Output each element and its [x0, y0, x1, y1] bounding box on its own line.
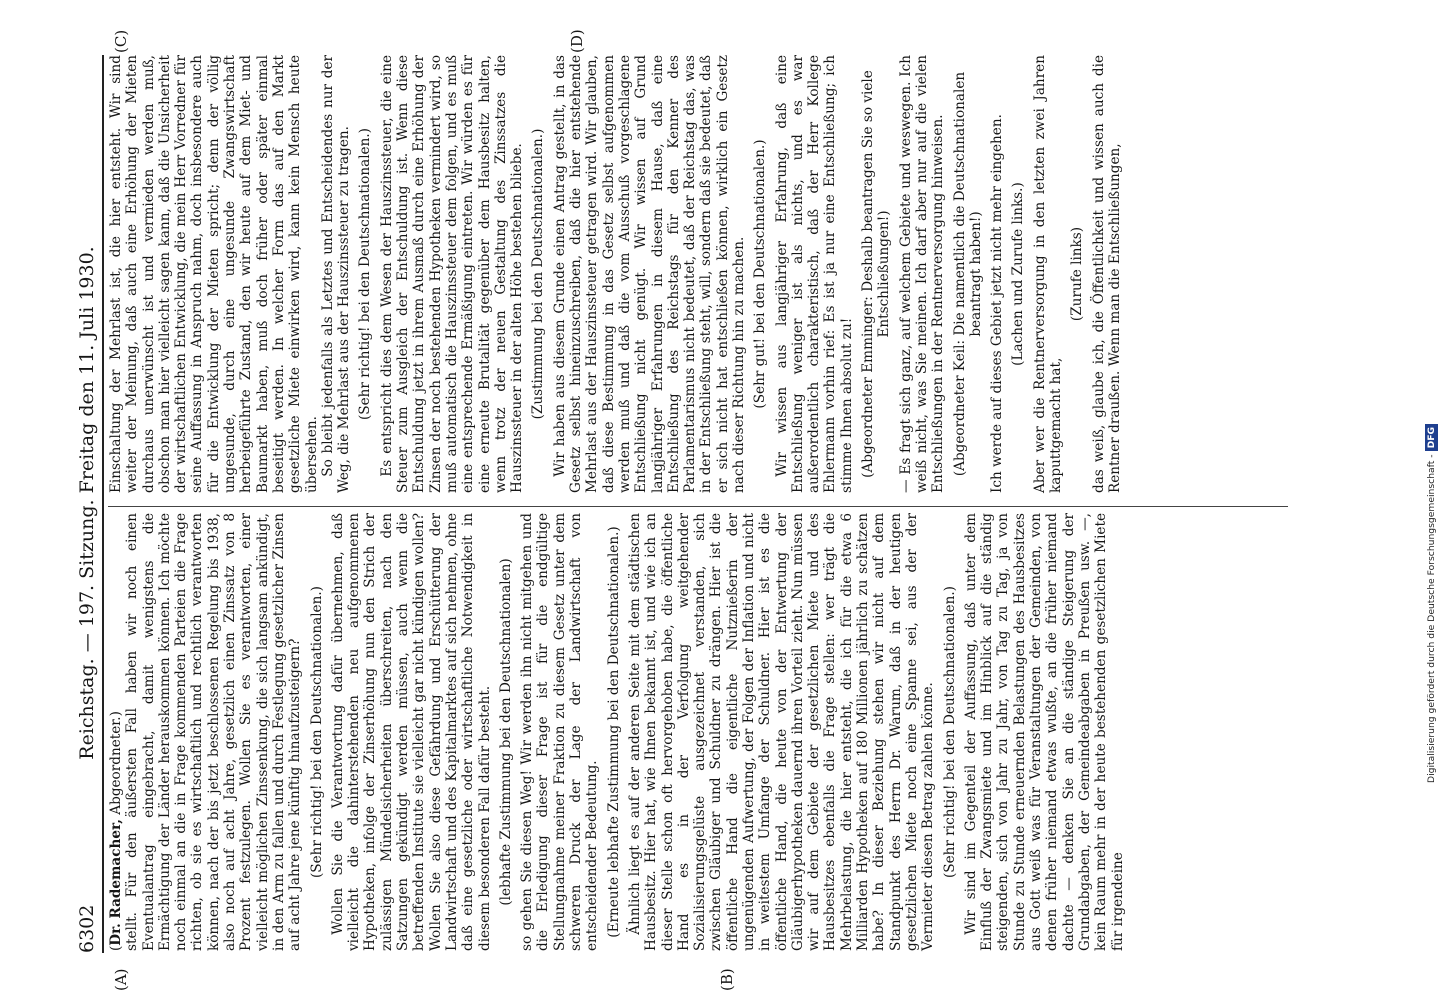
interjection: (Erneute lebhafte Zustimmung bei den Deutschnationalen.) [605, 526, 622, 938]
interjection: (Zustimmung bei den Deutschnationalen.) [530, 128, 547, 420]
margin-letter-d: (D) [568, 29, 586, 53]
interjection: (Sehr richtig! bei den Deutschnationalen.) [308, 586, 325, 878]
paragraph: Aber wer die Rentnerversorgung in den letzten zwei Jahren kaputtgemacht hat, [1031, 55, 1065, 493]
interjection: (Sehr gut! bei den Deutschnationalen.) [752, 139, 769, 409]
paragraph: Es entspricht dies dem Wesen der Hauszinssteuer, die eine Steuer zum Ausgleich der Entschuldung ist. Wenn diese Entschuldung jetzt in ihrem Ausmaß durch eine Erhöhung der Zinsen der noch bestehenden Hypotheken vermindert wird, so muß automatisch die Hauszinssteuer dem folgen, und es muß eine entsprechende Ermäßigung eintreten. Wir würden es für eine erneute Brutalität gegenüber dem Hausbesitz halten, wenn trotz der neuen Gestaltung des Zinssatzes die Hauszinssteuer in der alten Höhe bestehen bliebe. [378, 55, 526, 493]
column-divider [108, 506, 1288, 507]
paragraph: Ähnlich liegt es auf der anderen Seite mit dem städtischen Hausbesitz. Hier hat, wie Ihnen bekannt ist, und wie ich an dieser Stelle schon oft hervorgehoben habe, die öffentliche Hand es in der Verfolgung weitgehender Sozialisierungsgelüste ausgezeichnet verstanden, sich zwischen Gläubiger und Schuldner zu drängen. Hier ist die öffentliche Hand die eigentliche Nutznießerin der ungenügenden Aufwertung, der Folgen der Inflation und nicht in weitestem Umfange der Schuldner. Hier ist es die öffentliche Hand, die heute von der Entwertung der Gläubigerhypotheken dauernd ihren Vorteil zieht. Nun müssen wir auf dem Gebiete der gesetzlichen Miete und des Hausbesitzes ebenfalls die Frage stellen: wer trägt die Mehrbelastung, die hier entsteht, die ich für die etwa 6 Milliarden Hypotheken auf 180 Millionen jährlich zu schätzen habe? In dieser Beziehung stehen wir nicht auf dem Standpunkt des Herrn Dr. Warum, daß in der heutigen gesetzlichen Miete noch eine Spanne sei, aus der der Vermieter diesen Betrag zahlen könne. [626, 513, 937, 951]
paragraph: das weiß, glaube ich, die Öffentlichkeit und wissen auch die Rentner draußen. Wenn man die Entschließungen, [1090, 55, 1123, 493]
paragraph: Einschaltung der Mehrlast ist, die hier entsteht. Wir sind weiter der Meinung, daß auch eine Erhöhung der Mieten durchaus unerwünscht ist und vermieden werden muß, obschon man hier vielleicht sagen kann, daß die Unsicherheit der wirtschaftlichen Entwicklung, die mein Herr Vorredner für seine Auffassung in Anspruch nahm, doch insbesondere auch für die Entwicklung der Mieten spricht; denn der völlig ungesunde, durch eine ungesunde Zwangswirtschaft herbeigeführte Zustand, den wir heute auf dem Miet- und Baumarkt haben, muß doch früher oder später einmal beseitigt werden. In welcher Form das auf den Markt gesetzliche Miete einwirken wird, kann kein Mensch heute übersehen. [108, 55, 320, 493]
interjection: (Zurufe links) [1069, 226, 1086, 322]
credit-text: Digitalisierung gefördert durch die Deutsche Forschungsgemeinschaft - [1426, 454, 1437, 783]
page-number: 6302 [76, 904, 98, 953]
interjection: (Abgeordneter Emminger: Deshalb beantragen Sie so viele Entschließungen!) [860, 70, 893, 478]
speaker-name: Dr. Rademacher, [108, 819, 124, 946]
left-column [108, 513, 1288, 951]
interjection: (Sehr richtig! bei den Deutschnationalen.) [357, 128, 374, 420]
margin-letter-a: (A) [112, 968, 130, 991]
header-rule [102, 55, 104, 953]
page-header [74, 53, 100, 953]
margin-letter-b: (B) [718, 968, 736, 991]
margin-letter-c: (C) [112, 29, 130, 53]
interjection: (Sehr richtig! bei den Deutschnationalen.) [941, 586, 958, 878]
paragraph: so gehen Sie diesen Weg! Wir werden ihn nicht mitgehen und die Erledigung dieser Frage ist für die endgültige Stellungnahme meiner Fraktion zu diesem Gesetz unter dem schweren Druck der Lage der Landwirtschaft von entscheidender Bedeutung. [519, 513, 601, 951]
interjection: (Lachen und Zurufe links.) [1010, 182, 1027, 366]
right-column [108, 55, 1288, 493]
dfg-logo: DFG [1425, 424, 1438, 451]
digitization-credit [1421, 8, 1443, 783]
paragraph: Wir haben aus diesem Grunde einen Antrag gestellt, in das Gesetz selbst hineinzuschreiben, daß die hier entstehende Mehrlast aus der Hauszinssteuer getragen wird. Wir glauben, daß diese Bestimmung in das Gesetz selbst aufgenommen werden muß und daß die vom Ausschuß vorgeschlagene Entschließung nicht genügt. Wir wissen auf Grund langjähriger Erfahrungen in diesem Hause, daß eine Entschließung des Reichstags für den Kenner des Parlamentarismus nicht bedeutet, daß der Reichstag das, was in der Entschließung steht, will, sondern daß sie bedeutet, daß er sich nicht hat entschließen können, wirklich ein Gesetz nach dieser Richtung hin zu machen. [551, 55, 747, 493]
rotated-page [68, 29, 1298, 991]
paragraph: stellt. Für den äußersten Fall haben wir noch einen Eventualantrag eingebracht, damit wenigstens die Ermächtigung der Länder herauskommen können. Ich möchte noch einmal an die in Frage kommenden Parteien die Frage richten, ob sie es wirtschaftlich und rechtlich verantworten können, nach der bis jetzt beschlossenen Regelung bis 1938, also noch auf acht Jahre, gesetzlich einen Zinssatz von 8 Prozent festzulegen. Wollen Sie es verantworten, einer vielleicht möglichen Zinssenkung, die sich langsam ankündigt, in den Arm zu fallen und durch Festlegung gesetzlicher Zinsen auf acht Jahre jene künftig hinaufzusteigern? [124, 513, 304, 951]
paragraph: Wir wissen aus langjähriger Erfahrung, daß eine Entschließung weniger ist als nichts, und es war außerordentlich charakteristisch, daß der Herr Kollege Ehlermann vorhin rief: Es ist ja nur eine Entschließung; ich stimme Ihnen absolut zu! [773, 55, 855, 493]
paragraph: Wollen Sie die Verantwortung dafür übernehmen, daß vielleicht die dahinterstehenden neu aufgenommenen Hypotheken, infolge der Zinserhöhung nun den Strich der zulässigen Mündelsicherheiten überschreiten, nach den Satzungen gekündigt werden müssen, auch wenn die betreffenden Institute sie vielleicht gar nicht kündigen wollen? Wollen Sie also diese Gefährdung und Erschütterung der Landwirtschaft und des Kapitalmarktes auf sich nehmen, ohne daß eine gesetzliche oder wirtschaftliche Notwendigkeit in diesem besonderen Fall dafür besteht. [329, 513, 493, 951]
speaker-role: Abgeordneter. [108, 716, 124, 815]
speaker-line: (Dr. Rademacher, Abgeordneter.) [108, 711, 124, 951]
paragraph: Ich werde auf dieses Gebiet jetzt nicht mehr eingehen. [989, 114, 1006, 493]
running-title: Reichstag. — 197. Sitzung. Freitag den 11. Juli 1930. [76, 246, 98, 760]
interjection: (Abgeordneter Keil: Die namentlich die Deutschnationalen beantragt haben!) [951, 71, 984, 477]
paragraph: So bleibt jedenfalls als Letztes und Entscheidendes nur der Weg, die Mehrlast aus der Hauszinssteuer zu tragen. [319, 55, 353, 493]
paragraph: Wir sind im Gegenteil der Auffassung, daß unter dem Einfluß der Zwangsmiete und im Hinblick auf die ständig steigenden, sich von Jahr zu Jahr, von Tag zu Tag, ja von Stunde zu Stunde erneuernden Belastungen des Hausbesitzes aus Gott weiß was für Veranstaltungen der Gemeinden, von denen früher niemand etwas wußte, an die früher niemand dachte — denken Sie an die ständige Steigerung der Grundabgaben, der Gemeindeabgaben in Preußen usw. —, kein Raum mehr in der heute bestehenden gesetzlichen Miete für irgendeine [962, 513, 1126, 951]
interjection: (lebhafte Zustimmung bei den Deutschnationalen) [497, 558, 514, 906]
paragraph: — Es fragt sich ganz, auf welchem Gebiete und weswegen. Ich weiß nicht, was Sie meinen. Ich darf aber nur auf die vielen Entschließungen in der Rentnerversorgung hinweisen. [897, 55, 947, 493]
